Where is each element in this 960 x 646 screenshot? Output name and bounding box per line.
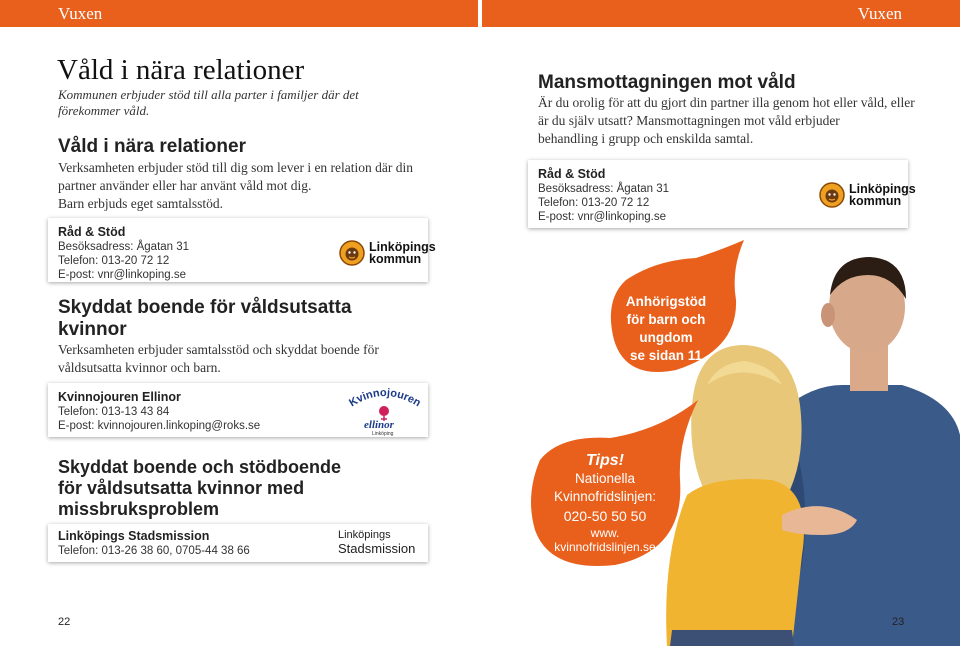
section-heading-vnr: Våld i nära relationer bbox=[58, 136, 246, 157]
logo-line-1: Linköpings bbox=[849, 182, 916, 196]
card-title: Råd & Stöd bbox=[58, 225, 126, 239]
card-details bbox=[538, 182, 669, 224]
heading-line-2: för våldsutsatta kvinnor med bbox=[58, 478, 305, 498]
logo-arc-text: Kvinnojouren bbox=[347, 386, 423, 410]
helpline-number[interactable]: 020-50 50 50 bbox=[563, 508, 647, 524]
card-title: Linköpings Stadsmission bbox=[58, 529, 210, 543]
card-phone: Telefon: 013-26 38 60, 0705-44 38 66 bbox=[58, 545, 250, 557]
card-details bbox=[58, 405, 260, 433]
card-address: Besöksadress: Ågatan 31 bbox=[58, 241, 190, 253]
logo-city: Linköping bbox=[372, 431, 394, 437]
bubble-line: Anhörigstöd bbox=[625, 294, 707, 309]
lead-line-2: förekommer våld. bbox=[58, 103, 150, 118]
card-title: Kvinnojouren Ellinor bbox=[58, 390, 181, 404]
header-bar-right bbox=[482, 0, 960, 27]
body-line: Barn erbjuds eget samtalsstöd. bbox=[58, 196, 223, 211]
page-number-left: 22 bbox=[58, 616, 71, 628]
logo-line-2: Stadsmission bbox=[338, 541, 416, 556]
card-phone: Telefon: 013-20 72 12 bbox=[538, 197, 650, 209]
header-bar-left bbox=[0, 0, 478, 27]
page-number-right: 23 bbox=[892, 616, 905, 628]
contact-card-stadsmission bbox=[48, 524, 428, 562]
bubble-tips-text bbox=[525, 452, 685, 554]
card-address: Besöksadress: Ågatan 31 bbox=[538, 183, 670, 195]
bubble-anhorigstod-text[interactable] bbox=[606, 293, 726, 365]
logo-text bbox=[369, 241, 436, 265]
section-body-vnr bbox=[58, 159, 458, 213]
card-phone: Telefon: 013-20 72 12 bbox=[58, 255, 170, 267]
stadsmission-logo bbox=[338, 529, 415, 555]
linkoping-kommun-logo bbox=[818, 181, 916, 209]
lead-line-1: Kommunen erbjuder stöd till alla parter i familjer där det bbox=[58, 87, 359, 102]
heading-line-1: Skyddat boende för våldsutsatta bbox=[58, 297, 352, 318]
bubble-line: www. bbox=[590, 526, 620, 540]
heading-line-2: kvinnor bbox=[58, 319, 127, 340]
heading-line-3: missbruksproblem bbox=[58, 499, 220, 519]
contact-card-kvinnojouren bbox=[48, 383, 428, 437]
body-line: Verksamheten erbjuder samtalsstöd och skyddat boende för bbox=[58, 342, 379, 357]
section-heading-stodboende bbox=[58, 457, 341, 520]
header-left-label: Vuxen bbox=[58, 4, 103, 23]
section-body-skyddat bbox=[58, 341, 458, 377]
lion-icon bbox=[338, 239, 366, 267]
logo-name: ellinor bbox=[364, 419, 394, 431]
contact-card-rad-stod bbox=[48, 218, 436, 282]
bubble-line: ungdom bbox=[639, 330, 693, 345]
bubble-line: för barn och bbox=[626, 312, 706, 327]
logo-text bbox=[849, 183, 916, 207]
card-email[interactable]: E-post: vnr@linkoping.se bbox=[58, 269, 187, 281]
section-heading-mansmottagningen: Mansmottagningen mot våld bbox=[538, 72, 796, 93]
body-line: Verksamheten erbjuder stöd till dig som lever i en relation där din bbox=[58, 160, 414, 175]
card-email[interactable]: E-post: kvinnojouren.linkoping@roks.se bbox=[58, 420, 261, 432]
body-line: är du själv utsatt? Mansmottagningen mot våld erbjuder bbox=[538, 113, 840, 128]
card-details bbox=[58, 240, 189, 282]
bubble-line: Nationella bbox=[574, 471, 636, 486]
kvinnojouren-logo bbox=[344, 386, 424, 436]
linkoping-kommun-logo bbox=[338, 239, 436, 267]
logo-line-1: Linköpings bbox=[369, 240, 436, 254]
helpline-website-link[interactable]: kvinnofridslinjen.se bbox=[554, 540, 656, 554]
body-line: partner använder eller har använt våld mot dig. bbox=[58, 178, 312, 193]
card-phone: Telefon: 013-13 43 84 bbox=[58, 406, 170, 418]
bubble-line: se sidan 11 bbox=[629, 348, 703, 363]
section-heading-skyddat bbox=[58, 297, 352, 341]
card-title: Råd & Stöd bbox=[538, 167, 606, 181]
page-title: Våld i nära relationer bbox=[57, 54, 305, 86]
card-email[interactable]: E-post: vnr@linkoping.se bbox=[538, 211, 667, 223]
body-line: Är du orolig för att du gjort din partner illa genom hot eller våld, eller bbox=[538, 95, 915, 110]
heading-line-1: Skyddat boende och stödboende bbox=[58, 457, 342, 477]
logo-line-1: Linköpings bbox=[338, 529, 391, 541]
lead-text bbox=[58, 87, 438, 119]
lion-icon bbox=[818, 181, 846, 209]
logo-line-2: kommun bbox=[369, 252, 422, 266]
bubble-line: Kvinnofridslinjen: bbox=[553, 489, 657, 504]
section-body-mansmottagningen bbox=[538, 94, 938, 148]
tips-label: Tips! bbox=[586, 452, 624, 469]
body-line: våldsutsatta kvinnor och barn. bbox=[58, 360, 221, 375]
logo-line-2: kommun bbox=[849, 194, 902, 208]
contact-card-rad-stod-right bbox=[528, 160, 916, 228]
body-line: behandling i grupp och enskilda samtal. bbox=[538, 131, 754, 146]
header-right-label: Vuxen bbox=[857, 4, 902, 23]
